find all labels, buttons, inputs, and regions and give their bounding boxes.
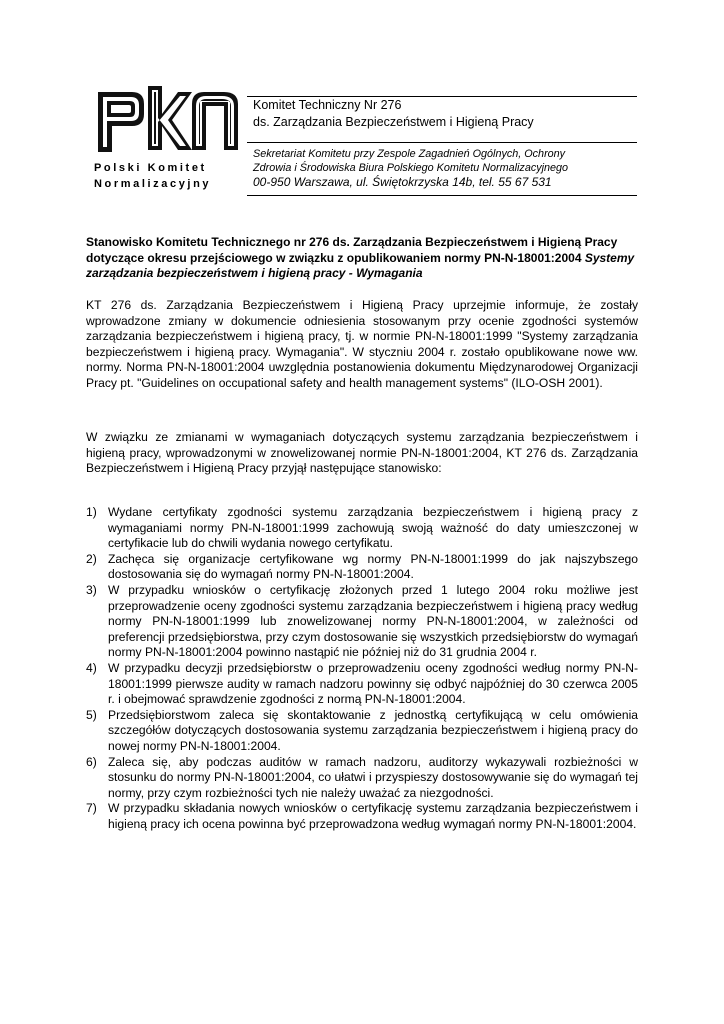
list-item-number: 1) [86,505,97,519]
pkn-logo-mark [92,84,242,156]
paragraph-intro: KT 276 ds. Zarządzania Bezpieczeństwem i Higieną Pracy uprzejmie informuje, że zostały wprowadzone zmiany w dokumencie odniesienia stosowanym przy ocenie zgodności systemów zarządzania bezpieczeństwem i higieną pracy, tj. w normie PN-N-18001:1999 "Systemy zarządzania bezpieczeństwem i higieną pracy. Wymagania". W styczniu 2004 r. zostało opublikowane nowe ww. normy. Norma PN-N-18001:2004 uwzględnia postanowienia dokumentu Międzynarodowej Organizacji Pracy pt. "Guidelines on occupational safety and health management systems" (ILO-OSH 2001). [86,298,638,390]
list-item-number: 7) [86,801,97,816]
document-title [86,235,638,282]
header-rule-bottom [247,195,637,196]
list-item-number: 4) [86,660,97,675]
secretariat-info [253,147,636,189]
list-item [86,505,638,552]
header-rule-middle [247,142,637,143]
committee-name [253,97,534,131]
logo-caption-line2: Normalizacyjny [94,178,212,190]
secretariat-address: 00-950 Warszawa, ul. Świętokrzyska 14b, tel. 55 67 531 [253,175,552,189]
list-item-text: W przypadku wniosków o certyfikację złożonych przed 1 lutego 2004 roku możliwe jest przeprowadzenie oceny zgodności systemu zarządzania bezpieczeństwem i higieną pracy według normy PN-N-18001:1999 lub znowelizowanej normy PN-N-18001:2004, w zależności od preferencji przedsiębiorstwa, przy czym dostosowanie się wszystkich przedsiębiorstw do wymagań normy PN-N-18001:2004 powinno nastąpić nie później niż do 31 grudnia 2004 r. [108,582,638,660]
committee-line2: ds. Zarządzania Bezpieczeństwem i Higieną Pracy [253,115,534,129]
committee-line1: Komitet Techniczny Nr 276 [253,98,402,112]
list-item-number: 2) [86,551,97,566]
list-item-number: 5) [86,707,97,722]
list-item-number: 3) [86,582,97,597]
logo-caption [92,160,242,192]
list-item-text: W przypadku składania nowych wniosków o certyfikację systemu zarządzania bezpieczeństwem i higieną pracy ich ocena powinna być przeprowadzona według wymagań normy PN-N-18001:2004. [108,801,638,831]
list-item-text: Zaleca się, aby podczas auditów w ramach nadzoru, auditorzy wykazywali rozbieżności w stosunku do normy PN-N-18001:2004, co ułatwi i przyspieszy dostosowywanie się do wymagań tej normy, przy czym rozbieżności tych nie należy uważać za niezgodności. [108,754,638,800]
list-item [86,583,638,661]
list-item [86,552,638,583]
list-item [86,708,638,755]
list-item-text: Zachęca się organizacje certyfikowane wg normy PN-N-18001:1999 do jak najszybszego dostosowania się do wymagań normy PN-N-18001:2004. [108,551,638,582]
list-item-number: 6) [86,754,97,769]
paragraph-position: W związku ze zmianami w wymaganiach dotyczących systemu zarządzania bezpieczeństwem i higieną pracy, wprowadzonymi w znowelizowanej normie PN-N-18001:2004, KT 276 ds. Zarządzania Bezpieczeństwem i Higieną Pracy przyjął następujące stanowisko: [86,430,638,476]
list-item-text: Przedsiębiorstwom zaleca się skontaktowanie z jednostką certyfikującą w celu omówienia szczegółów dotyczących dostosowania systemu zarządzania bezpieczeństwem i higieną pracy do nowej normy PN-N-18001:2004. [108,707,638,753]
title-italic: Systemy zarządzania bezpieczeństwem i higieną pracy - Wymagania [86,250,635,281]
logo-caption-line1: Polski Komitet [94,162,207,174]
secretariat-line2: Zdrowia i Środowiska Biura Polskiego Komitetu Normalizacyjnego [253,162,569,174]
pkn-logo [92,84,242,192]
list-item-text: W przypadku decyzji przedsiębiorstw o przeprowadzeniu oceny zgodności według normy PN-N-18001:1999 pierwsze audity w ramach nadzoru powinny się odbyć najpóźniej do 30 czerwca 2005 r. i obejmować sprawdzenie zgodności z normą PN-N-18001:2004. [108,660,638,707]
title-bold: Stanowisko Komitetu Technicznego nr 276 ds. Zarządzania Bezpieczeństwem i Higieną Pracy dotyczące okresu przejściowego w związku z opublikowaniem normy PN-N-18001:2004 [86,235,618,265]
list-item-text: Wydane certyfikaty zgodności systemu zarządzania bezpieczeństwem i higieną pracy z wymaganiami normy PN-N-18001:1999 zachowują swoją ważność do daty umieszczonej w certyfikacie lub do chwili wydania nowego certyfikatu. [108,505,638,551]
position-list [86,505,638,832]
list-item [86,755,638,802]
secretariat-line1: Sekretariat Komitetu przy Zespole Zagadnień Ogólnych, Ochrony [253,148,566,160]
list-item [86,661,638,708]
list-item [86,801,638,832]
